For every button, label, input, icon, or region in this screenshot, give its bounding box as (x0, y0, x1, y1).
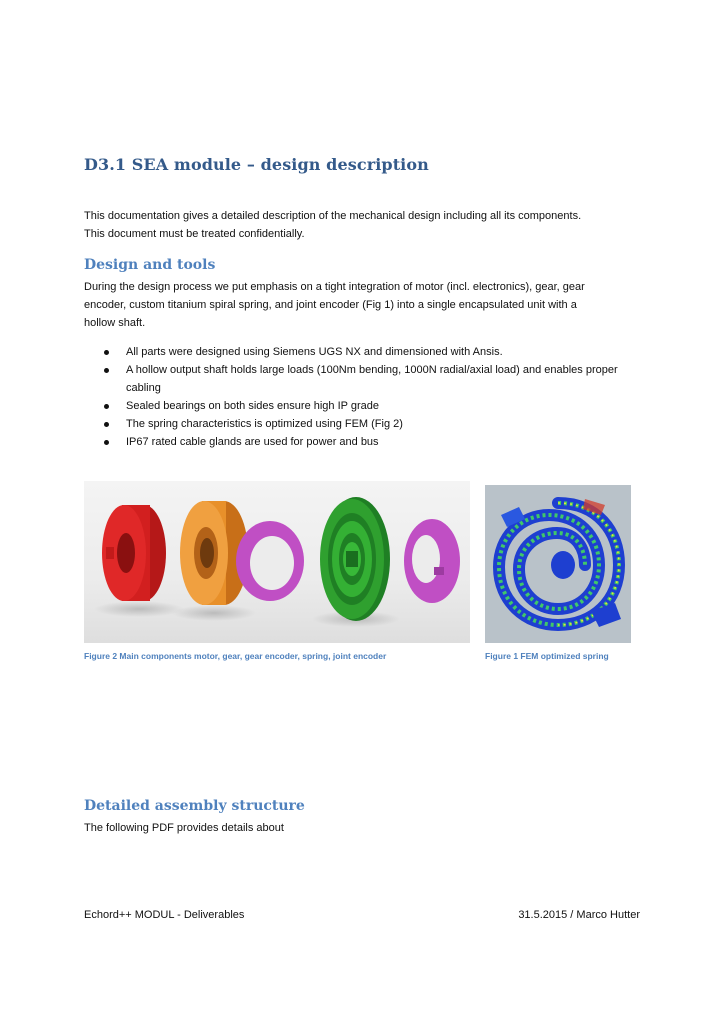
bullet-text: IP67 rated cable glands are used for power and bus (126, 436, 379, 448)
components-illustration (84, 481, 470, 643)
design-line-2: encoder, custom titanium spiral spring, and joint encoder (Fig 1) into a single encapsulated unit with a (84, 299, 577, 311)
intro-line-2: This document must be treated confidentially. (84, 228, 305, 240)
fem-figure-caption: Figure 1 FEM optimized spring (485, 651, 609, 661)
bullet-item (104, 433, 644, 451)
intro-line-1: This documentation gives a detailed description of the mechanical design including all its components. (84, 210, 582, 222)
fem-figure (485, 485, 631, 643)
bullet-icon (104, 350, 109, 355)
bullet-item (104, 397, 644, 415)
components-figure (84, 481, 470, 643)
bullet-icon (104, 368, 109, 373)
spring-part (320, 497, 390, 621)
bullet-text: The spring characteristics is optimized using FEM (Fig 2) (126, 418, 403, 430)
footer-left: Echord++ MODUL - Deliverables (84, 909, 245, 921)
bullet-text: All parts were designed using Siemens UGS NX and dimensioned with Ansis. (126, 346, 503, 358)
bullet-text: A hollow output shaft holds large loads (100Nm bending, 1000N radial/axial load) and enables proper cabling (126, 364, 618, 394)
bullet-icon (104, 404, 109, 409)
components-figure-caption: Figure 2 Main components motor, gear, gear encoder, spring, joint encoder (84, 651, 387, 661)
design-paragraph (84, 278, 644, 332)
fem-spring-illustration (485, 485, 631, 643)
section-heading-assembly: Detailed assembly structure (84, 798, 305, 814)
intro-paragraph (84, 207, 644, 243)
gear-encoder-part (236, 521, 304, 601)
assembly-paragraph: The following PDF provides details about (84, 822, 284, 834)
bullet-item (104, 343, 644, 361)
bullet-icon (104, 440, 109, 445)
design-line-1: During the design process we put emphasis on a tight integration of motor (incl. electronics), gear, gear (84, 281, 585, 293)
design-bullet-list (104, 343, 644, 451)
design-line-3: hollow shaft. (84, 317, 146, 329)
bullet-item (104, 415, 644, 433)
document-title: D3.1 SEA module – design description (84, 155, 429, 174)
motor-part (102, 505, 166, 601)
footer-right: 31.5.2015 / Marco Hutter (518, 909, 640, 921)
bullet-item (104, 361, 644, 397)
bullet-icon (104, 422, 109, 427)
bullet-text: Sealed bearings on both sides ensure high IP grade (126, 400, 379, 412)
section-heading-design-tools: Design and tools (84, 257, 216, 273)
joint-encoder-part (404, 519, 460, 603)
